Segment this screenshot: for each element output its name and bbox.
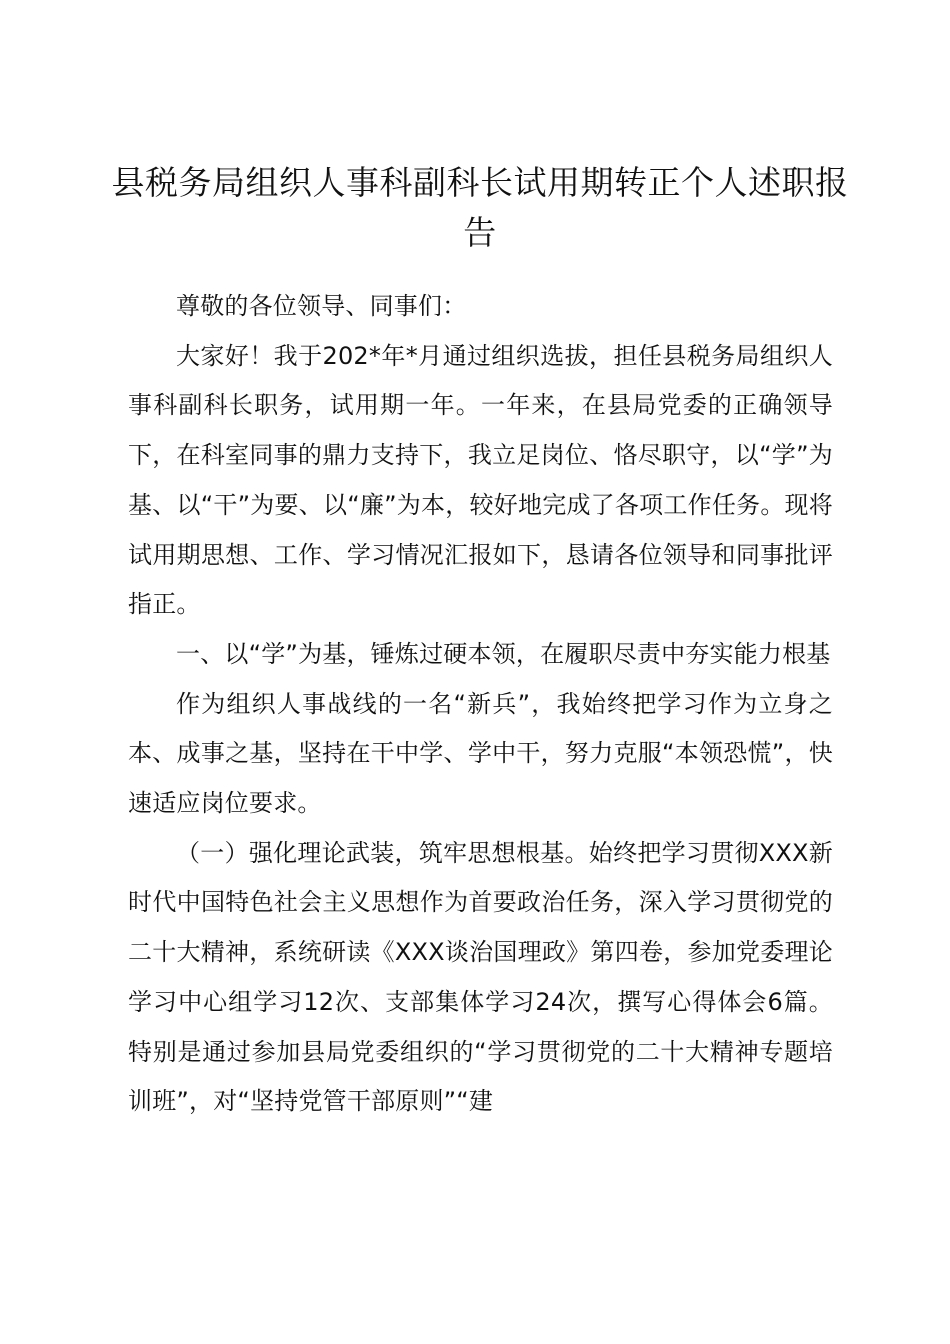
intro-paragraph: 大家好！我于202*年*月通过组织选拔，担任县税务局组织人事科副科长职务，试用期一年。一年来，在县局党委的正确领导下，在科室同事的鼎力支持下，我立足岗位、恪尽职守，以“学”为基、以“干”为要、以“廉”为本，较好地完成了各项工作任务。现将试用期思想、工作、学习情况汇报如下，恳请各位领导和同事批评指正。 [128, 341, 833, 619]
subsection-1-paragraph: （一）强化理论武装，筑牢思想根基。始终把学习贯彻XXX新时代中国特色社会主义思想作为首要政治任务，深入学习贯彻党的二十大精神，系统研读《XXX谈治国理政》第四卷，参加党委理论学习中心组学习12次、支部集体学习24次，撰写心得体会6篇。特别是通过参加县局党委组织的“学习贯彻党的二十大精神专题培训班”，对“坚持党管干部原则”“建 [128, 838, 833, 1116]
section-1-paragraph: 作为组织人事战线的一名“新兵”，我始终把学习作为立身之本、成事之基，坚持在干中学、学中干，努力克服“本领恐慌”，快速适应岗位要求。 [128, 689, 833, 818]
document-body [128, 282, 833, 1127]
section-heading-1: 一、以“学”为基，锤炼过硬本领，在履职尽责中夯实能力根基 [176, 639, 831, 668]
salutation-paragraph: 尊敬的各位领导、同事们： [176, 292, 467, 320]
document-title: 县税务局组织人事科副科长试用期转正个人述职报告 [111, 163, 849, 252]
